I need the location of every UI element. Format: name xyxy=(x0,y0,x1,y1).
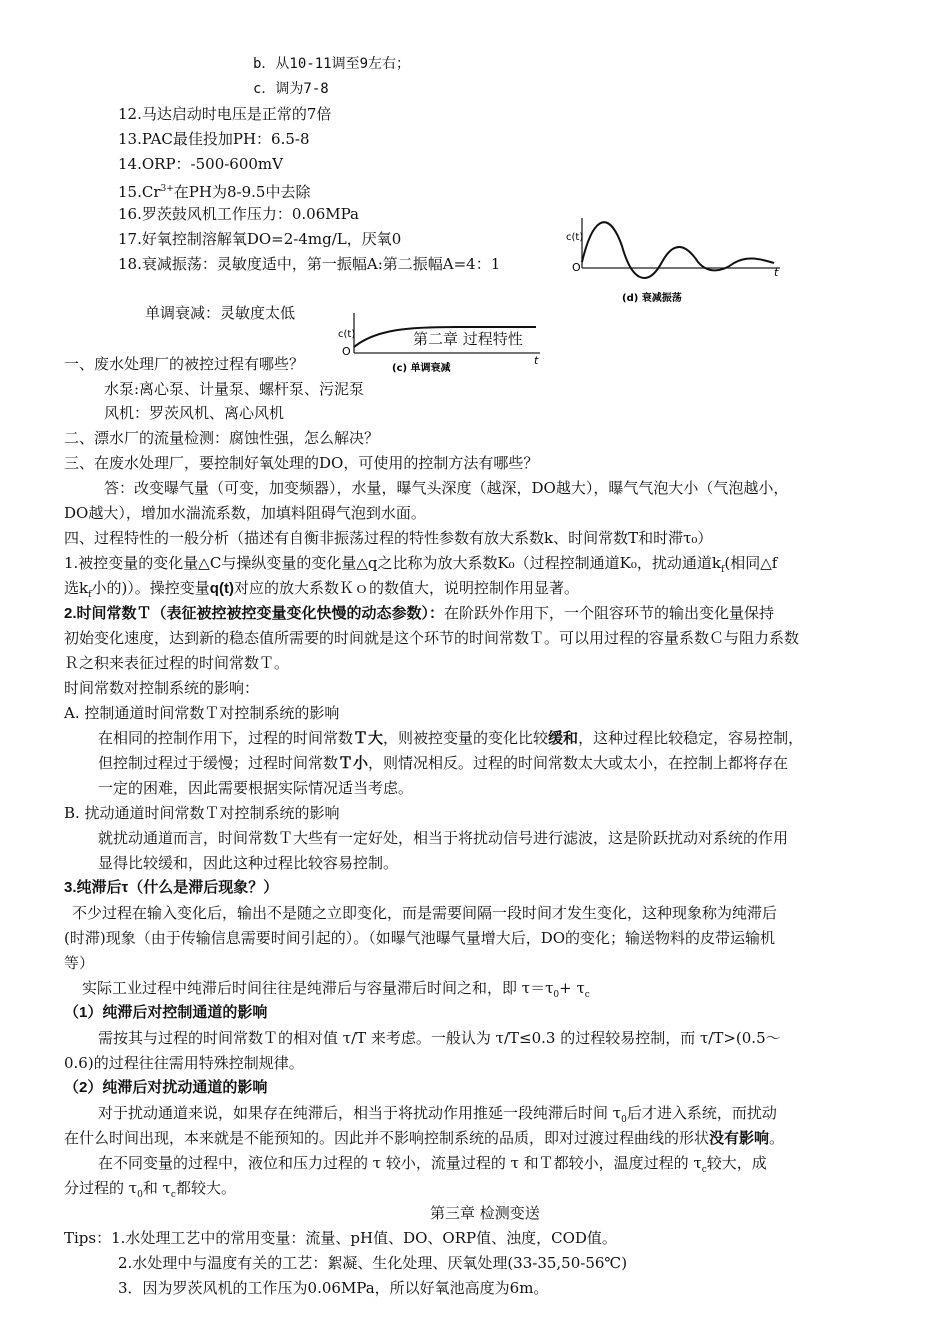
chapter-3-title: 第三章 检测变送 xyxy=(430,1204,540,1222)
para-1-line1: 1.被控变量的变化量△C与操纵变量的变化量△q之比称为放大系数K₀（过程控制通道K₀，扰动通道$k_f$(相同△f xyxy=(64,554,778,575)
para-3-line2: (时滞)现象（由于传输信息需要时间引起的）。（如曝气池曝气量增大后，DO的变化；输送物料的皮带运输机 xyxy=(64,929,776,947)
para-2-line1: 2.时间常数Ｔ（表征被控被控变量变化快慢的动态参数）：在阶跃外作用下，一个阻容环节的输出变化量保持 xyxy=(64,604,775,622)
section-3-line1: 在不同变量的过程中，液位和压力过程的 τ 较小，流量过程的 τ 和Ｔ都较小，温度过程的 $\tau_c$较大，成 xyxy=(98,1154,767,1175)
question-4: 四、过程特性的一般分析（描述有自衡非振荡过程的特性参数有放大系数k、时间常数T和时滞τ₀） xyxy=(64,529,713,547)
list-item-mono-decay: 单调衰减：灵敏度太低 xyxy=(145,304,296,322)
section-2-line2: 在什么时间出现，本来就是不能预知的。因此并不影响控制系统的品质，即对过渡过程曲线的形状没有影响。 xyxy=(64,1129,785,1147)
list-item-17: 17.好氧控制溶解氧DO=2-4mg/L，厌氧0 xyxy=(118,230,402,248)
answer-3-line2: DO越大），增加水湍流系数，加填料阻碍气泡到水面。 xyxy=(64,504,426,522)
tips-line1: Tips：1.水处理工艺中的常用变量：流量、pH值、DO、ORP值、浊度，COD值。 xyxy=(64,1229,617,1247)
list-item-c: c．调为7-8 xyxy=(253,81,329,97)
para-3-line1: 不少过程在输入变化后，输出不是随之立即变化，而是需要间隔一段时间才发生变化，这种现象称为纯滞后 xyxy=(72,904,778,922)
para-A-heading: A. 控制通道时间常数Ｔ对控制系统的影响 xyxy=(64,704,340,722)
mono-origin: O xyxy=(342,345,351,358)
mono-xlabel: t xyxy=(534,354,539,367)
answer-1a: 水泵:离心泵、计量泵、螺杆泵、污泥泵 xyxy=(104,380,365,398)
mono-caption: (c) 单调衰减 xyxy=(392,363,451,374)
osc-ylabel: c(t) xyxy=(566,232,584,243)
para-A-line1: 在相同的控制作用下，过程的时间常数Ｔ大，则被控变量的变化比较缓和，这种过程比较稳定，容易控制， xyxy=(98,729,804,747)
list-item-13: 13.PAC最佳投加PH：6.5-8 xyxy=(118,130,310,148)
para-B-heading: B. 扰动通道时间常数Ｔ对控制系统的影响 xyxy=(64,804,340,822)
tips-line2: 2.水处理中与温度有关的工艺：絮凝、生化处理、厌氧处理(33-35,50-56℃) xyxy=(118,1254,628,1272)
para-A-line3: 一定的困难，因此需要根据实际情况适当考虑。 xyxy=(98,779,414,797)
para-3-line4: 实际工业过程中纯滞后时间往往是纯滞后与容量滞后时间之和，即 $\tau=\tau_0+ \tau_c$ xyxy=(82,979,590,1000)
para-1-line2: 选$k_f$小的)）。操控变量q(t)对应的放大系数Ｋｏ的数值大，说明控制作用显著。 xyxy=(64,579,579,600)
para-A-line2: 但控制过程过于缓慢；过程时间常数Ｔ小，则情况相反。过程的时间常数太大或太小，在控制上都将存在 xyxy=(98,754,789,772)
para-B-line1: 就扰动通道而言，时间常数Ｔ大些有一定好处，相当于将扰动信号进行滤波，这是阶跃扰动对系统的作用 xyxy=(98,829,789,847)
question-3: 三、在废水处理厂，要控制好氧处理的DO，可使用的控制方法有哪些？ xyxy=(64,454,539,472)
para-2-line2: 初始变化速度，达到新的稳态值所需要的时间就是这个环节的时间常数Ｔ。可以用过程的容量系数Ｃ与阻力系数 xyxy=(64,629,800,647)
list-item-12: 12.马达启动时电压是正常的7倍 xyxy=(118,105,332,123)
section-3-line2: 分过程的 $\tau_0$和 $\tau_c$都较大。 xyxy=(64,1179,236,1200)
para-2-line4: 时间常数对控制系统的影响： xyxy=(64,679,260,697)
section-2-heading: （2）纯滞后对扰动通道的影响 xyxy=(64,1079,268,1096)
para-3-line3: 等） xyxy=(64,954,95,972)
section-1-line1: 需按其与过程的时间常数Ｔ的相对值 τ/T 来考虑。一般认为 τ/T≤0.3 的过程较易控制，而 τ/T>(0.5～ xyxy=(98,1029,781,1047)
question-1: 一、废水处理厂的被控过程有哪些？ xyxy=(64,355,305,373)
tips-line3: 3．因为罗茨风机的工作压为0.06MPa，所以好氧池高度为6m。 xyxy=(118,1279,549,1297)
para-2-line3: Ｒ之积来表征过程的时间常数Ｔ。 xyxy=(64,654,290,672)
para-B-line2: 显得比较缓和，因此这种过程比较容易控制。 xyxy=(98,854,399,872)
list-item-b: b．从10-11调至9左右； xyxy=(253,56,411,72)
osc-xlabel: t xyxy=(774,266,779,279)
list-item-18: 18.衰减振荡：灵敏度适中，第一振幅A:第二振幅A=4：1 xyxy=(118,255,501,273)
section-2-line1: 对于扰动通道来说，如果存在纯滞后，相当于将扰动作用推延一段纯滞后时间 $\tau_0$后才进入系统，而扰动 xyxy=(98,1104,777,1125)
list-item-14: 14.ORP：-500-600mV xyxy=(118,155,283,173)
answer-1b: 风机：罗茨风机、离心风机 xyxy=(104,404,285,422)
answer-3-line1: 答：改变曝气量（可变，加变频器），水量，曝气头深度（越深，DO越大），曝气气泡大小（气泡越小， xyxy=(104,479,789,497)
osc-caption: (d) 衰减振荡 xyxy=(622,293,682,304)
section-1-heading: （1）纯滞后对控制通道的影响 xyxy=(64,1004,268,1021)
list-item-15: $15.Cr^{3+}$在PH为8-9.5中去除 xyxy=(118,183,311,201)
damped-oscillation-figure xyxy=(562,214,788,308)
list-item-16: 16.罗茨鼓风机工作压力：0.06MPa xyxy=(118,205,359,223)
chapter-2-title: 第二章 过程特性 xyxy=(413,330,523,348)
question-2: 二、漂水厂的流量检测：腐蚀性强，怎么解决？ xyxy=(64,429,380,447)
section-1-line2: 0.6)的过程往往需用特殊控制规律。 xyxy=(64,1054,304,1072)
osc-origin: O xyxy=(572,261,581,274)
para-3-heading: 3.纯滞后τ（什么是滞后现象？） xyxy=(64,879,279,896)
mono-ylabel: c(t) xyxy=(338,329,356,340)
